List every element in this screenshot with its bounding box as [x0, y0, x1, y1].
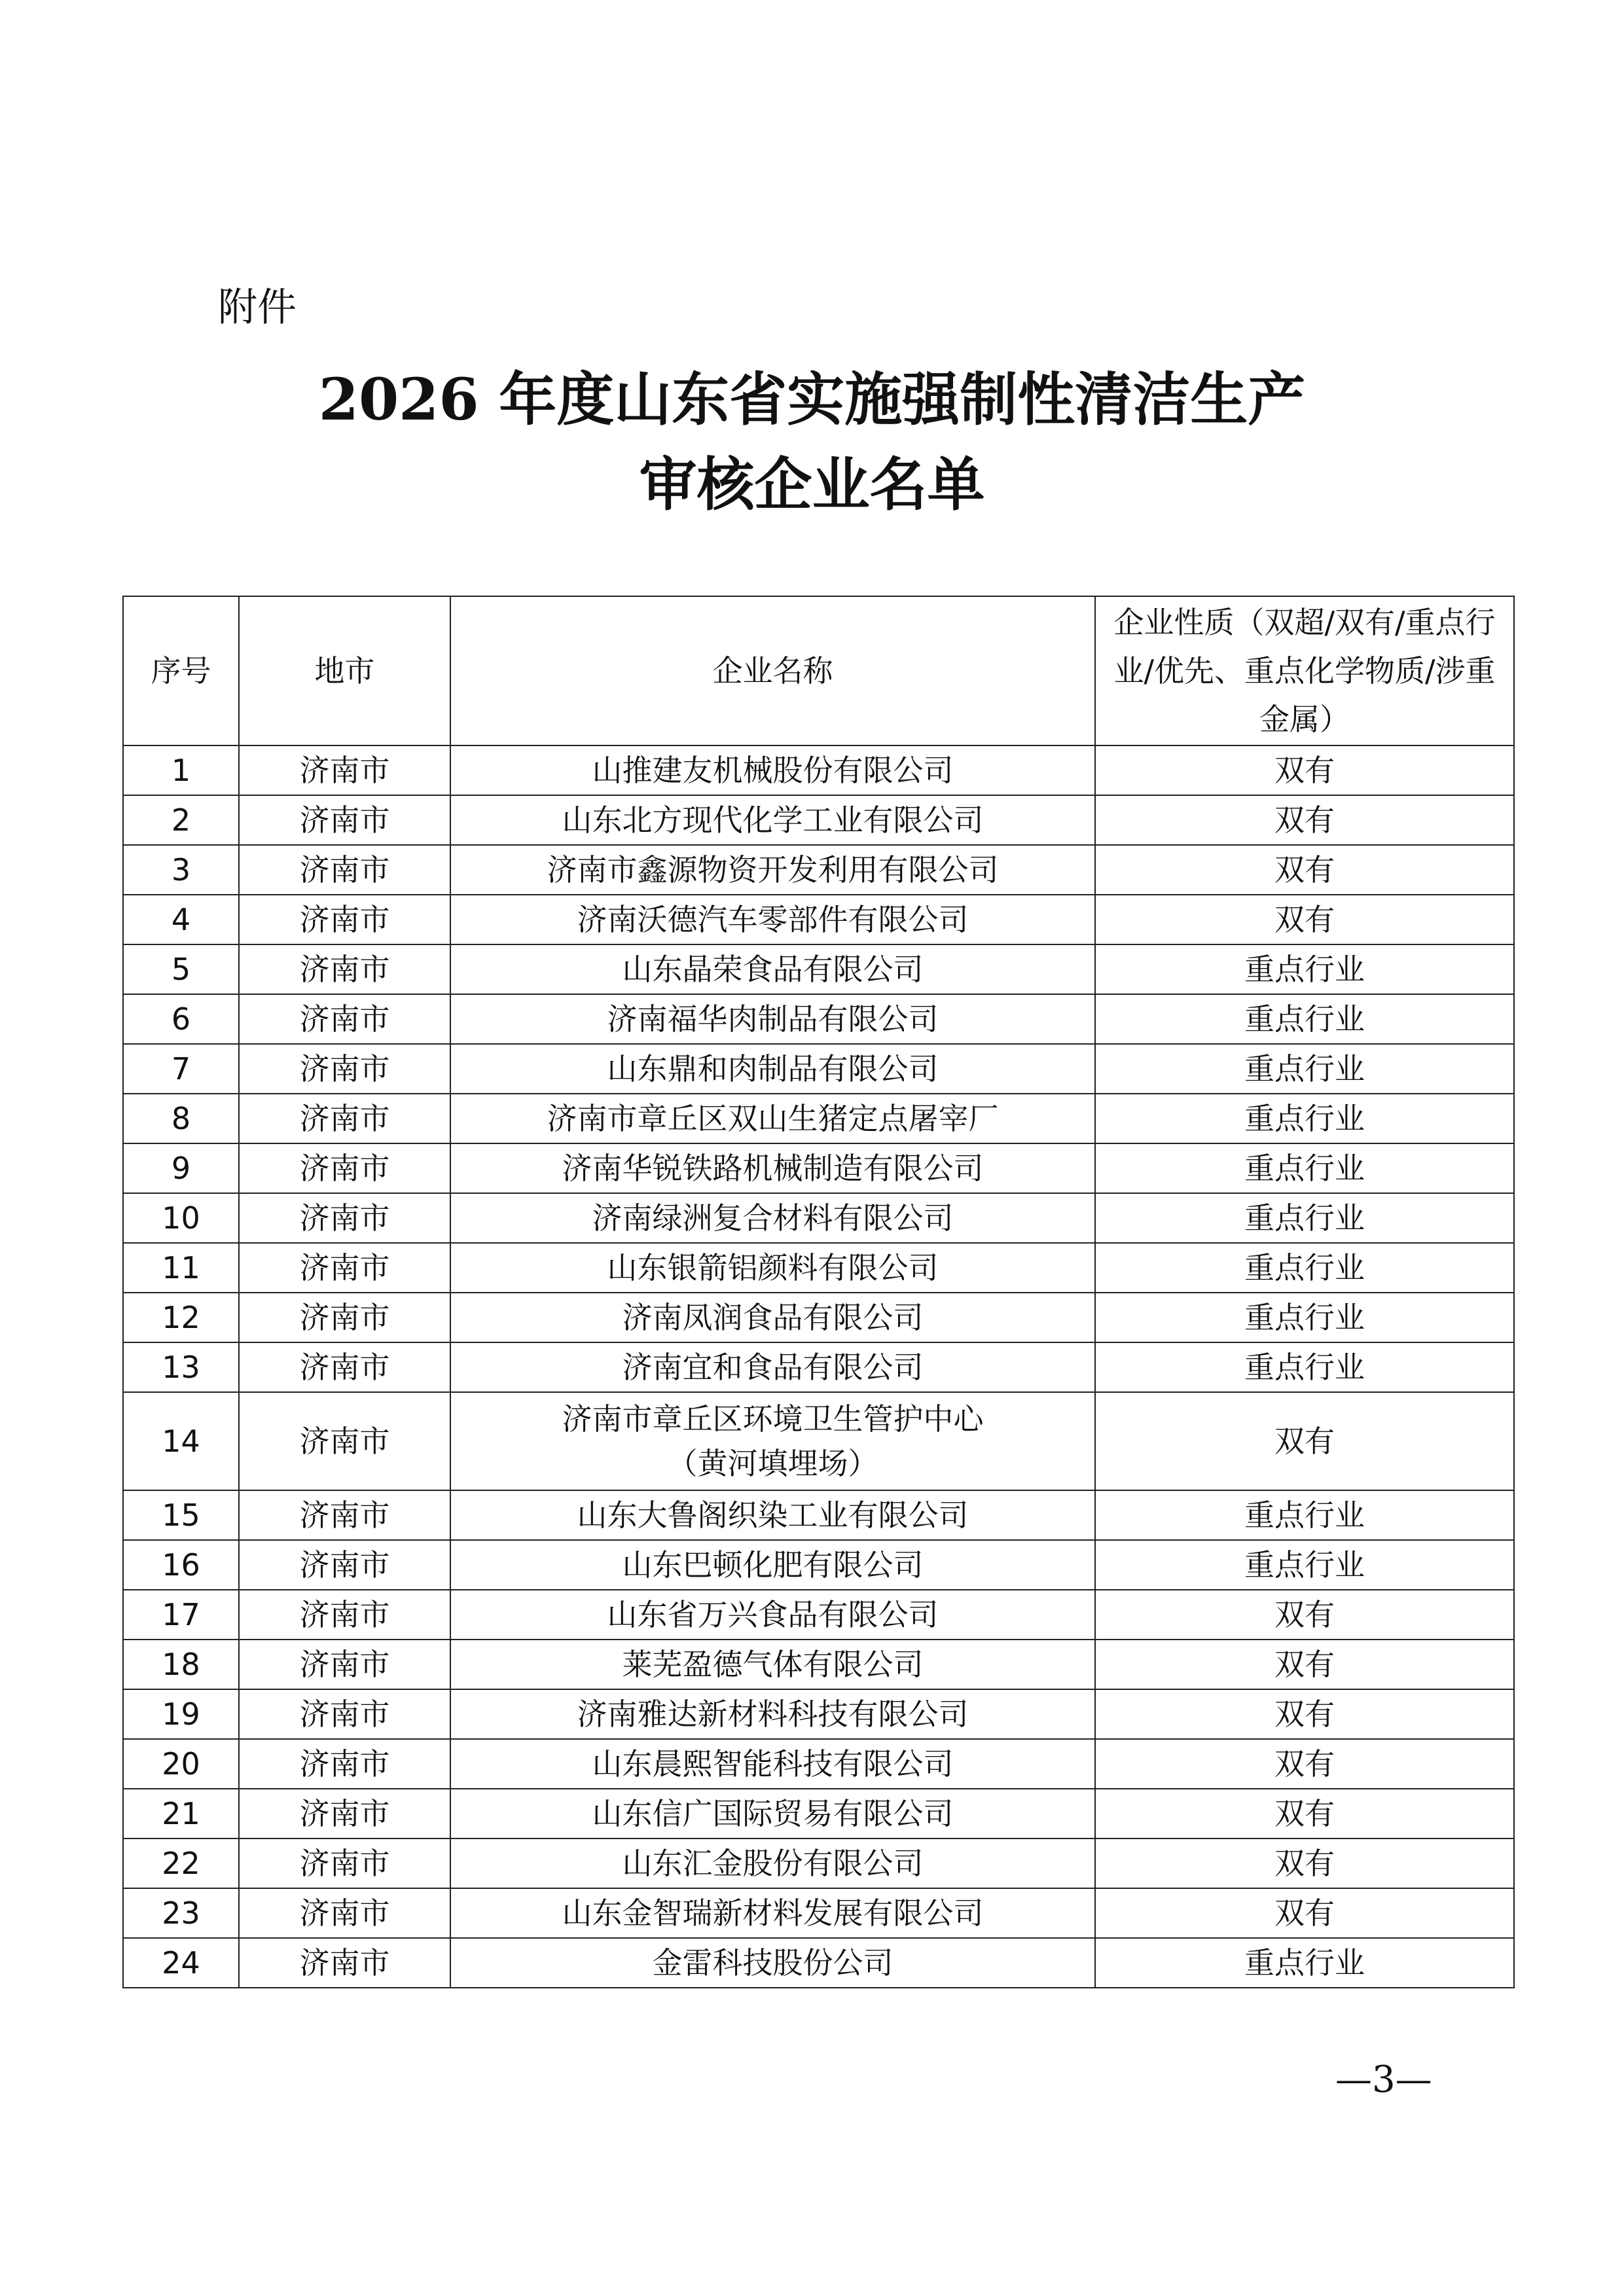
cell-company-name: 莱芜盈德气体有限公司: [450, 1640, 1095, 1689]
cell-company-name: 山东巴顿化肥有限公司: [450, 1540, 1095, 1590]
cell-company-type: 重点行业: [1095, 1293, 1514, 1342]
cell-company-name: 山东大鲁阁织染工业有限公司: [450, 1490, 1095, 1540]
cell-city: 济南市: [239, 1193, 450, 1243]
cell-city: 济南市: [239, 1143, 450, 1193]
table-row: [123, 1540, 1514, 1590]
cell-company-name: 济南市章丘区双山生猪定点屠宰厂: [450, 1094, 1095, 1143]
cell-company-type: 双有: [1095, 1392, 1514, 1490]
cell-seq: 17: [123, 1590, 239, 1640]
table-row: [123, 1342, 1514, 1392]
cell-company-name: 山东晨熙智能科技有限公司: [450, 1739, 1095, 1789]
cell-seq: 11: [123, 1243, 239, 1293]
page-number: —3—: [1335, 2058, 1432, 2101]
cell-company-type: 双有: [1095, 1789, 1514, 1839]
cell-city: 济南市: [239, 1590, 450, 1640]
cell-company-name: 济南凤润食品有限公司: [450, 1293, 1095, 1342]
header-company-type: 企业性质（双超/双有/重点行业/优先、重点化学物质/涉重金属）: [1095, 596, 1514, 745]
cell-seq: 4: [123, 895, 239, 944]
table-row: [123, 1293, 1514, 1342]
attachment-label: 附件: [218, 285, 297, 331]
enterprise-table: [122, 596, 1515, 1988]
cell-city: 济南市: [239, 1044, 450, 1094]
table-row: [123, 1243, 1514, 1293]
cell-city: 济南市: [239, 745, 450, 795]
cell-seq: 19: [123, 1689, 239, 1739]
cell-company-name: 济南宜和食品有限公司: [450, 1342, 1095, 1392]
cell-company-type: 双有: [1095, 745, 1514, 795]
cell-company-name: 济南沃德汽车零部件有限公司: [450, 895, 1095, 944]
cell-company-type: 双有: [1095, 795, 1514, 845]
cell-company-name: 山东晶荣食品有限公司: [450, 944, 1095, 994]
cell-company-name: 济南市鑫源物资开发利用有限公司: [450, 845, 1095, 895]
cell-company-type: 重点行业: [1095, 994, 1514, 1044]
cell-company-type: 重点行业: [1095, 1243, 1514, 1293]
cell-seq: 20: [123, 1739, 239, 1789]
table-body: [123, 745, 1514, 1988]
cell-company-type: 重点行业: [1095, 1938, 1514, 1988]
table-row: [123, 1490, 1514, 1540]
cell-seq: 12: [123, 1293, 239, 1342]
cell-company-type: 双有: [1095, 1590, 1514, 1640]
table-row: [123, 1590, 1514, 1640]
cell-seq: 14: [123, 1392, 239, 1490]
table-header-row: [123, 596, 1514, 745]
cell-city: 济南市: [239, 1243, 450, 1293]
cell-seq: 1: [123, 745, 239, 795]
cell-seq: 15: [123, 1490, 239, 1540]
cell-company-type: 双有: [1095, 1888, 1514, 1938]
cell-seq: 21: [123, 1789, 239, 1839]
cell-company-name: 山东省万兴食品有限公司: [450, 1590, 1095, 1640]
cell-company-name: 山东信广国际贸易有限公司: [450, 1789, 1095, 1839]
cell-seq: 8: [123, 1094, 239, 1143]
table-row: [123, 1888, 1514, 1938]
cell-company-type: 重点行业: [1095, 1490, 1514, 1540]
cell-company-name: 山东汇金股份有限公司: [450, 1839, 1095, 1888]
table-row: [123, 1640, 1514, 1689]
cell-city: 济南市: [239, 1739, 450, 1789]
cell-company-type: 双有: [1095, 1839, 1514, 1888]
header-seq: 序号: [123, 596, 239, 745]
cell-company-name: 济南绿洲复合材料有限公司: [450, 1193, 1095, 1243]
cell-company-type: 双有: [1095, 1739, 1514, 1789]
cell-seq: 22: [123, 1839, 239, 1888]
document-title-line2: 审核企业名单: [639, 450, 985, 518]
cell-city: 济南市: [239, 1640, 450, 1689]
cell-seq: 9: [123, 1143, 239, 1193]
cell-company-type: 双有: [1095, 895, 1514, 944]
cell-city: 济南市: [239, 845, 450, 895]
cell-company-name: 山推建友机械股份有限公司: [450, 745, 1095, 795]
cell-city: 济南市: [239, 1888, 450, 1938]
cell-company-type: 双有: [1095, 1689, 1514, 1739]
cell-city: 济南市: [239, 1938, 450, 1988]
document-title-line1: 2026 年度山东省实施强制性清洁生产: [318, 365, 1306, 433]
cell-seq: 7: [123, 1044, 239, 1094]
cell-city: 济南市: [239, 1490, 450, 1540]
cell-city: 济南市: [239, 1839, 450, 1888]
cell-company-name: 山东鼎和肉制品有限公司: [450, 1044, 1095, 1094]
table-row: [123, 1143, 1514, 1193]
table-row: [123, 944, 1514, 994]
cell-company-name: 济南福华肉制品有限公司: [450, 994, 1095, 1044]
cell-company-type: 重点行业: [1095, 1193, 1514, 1243]
cell-city: 济南市: [239, 1789, 450, 1839]
cell-city: 济南市: [239, 1392, 450, 1490]
table-row: [123, 1392, 1514, 1490]
cell-company-type: 重点行业: [1095, 1540, 1514, 1590]
table-row: [123, 1044, 1514, 1094]
cell-company-type: 重点行业: [1095, 944, 1514, 994]
cell-seq: 23: [123, 1888, 239, 1938]
cell-city: 济南市: [239, 795, 450, 845]
table-row: [123, 845, 1514, 895]
cell-company-type: 双有: [1095, 1640, 1514, 1689]
cell-seq: 5: [123, 944, 239, 994]
cell-seq: 24: [123, 1938, 239, 1988]
cell-city: 济南市: [239, 895, 450, 944]
cell-city: 济南市: [239, 1293, 450, 1342]
cell-city: 济南市: [239, 1342, 450, 1392]
cell-city: 济南市: [239, 994, 450, 1044]
cell-seq: 16: [123, 1540, 239, 1590]
cell-company-name: 济南华锐铁路机械制造有限公司: [450, 1143, 1095, 1193]
table-row: [123, 994, 1514, 1044]
table-row: [123, 1938, 1514, 1988]
cell-company-name: 山东北方现代化学工业有限公司: [450, 795, 1095, 845]
cell-city: 济南市: [239, 944, 450, 994]
table-row: [123, 1789, 1514, 1839]
cell-company-type: 重点行业: [1095, 1044, 1514, 1094]
cell-company-type: 重点行业: [1095, 1143, 1514, 1193]
table-row: [123, 1193, 1514, 1243]
cell-seq: 2: [123, 795, 239, 845]
table-row: [123, 745, 1514, 795]
cell-city: 济南市: [239, 1689, 450, 1739]
cell-company-name: 山东银箭铝颜料有限公司: [450, 1243, 1095, 1293]
cell-company-name: 山东金智瑞新材料发展有限公司: [450, 1888, 1095, 1938]
table-row: [123, 1689, 1514, 1739]
cell-seq: 13: [123, 1342, 239, 1392]
cell-company-name: 济南市章丘区环境卫生管护中心 （黄河填埋场）: [450, 1392, 1095, 1490]
header-company-name: 企业名称: [450, 596, 1095, 745]
header-city: 地市: [239, 596, 450, 745]
table-row: [123, 1739, 1514, 1789]
cell-seq: 6: [123, 994, 239, 1044]
table-row: [123, 1094, 1514, 1143]
cell-company-name: 济南雅达新材料科技有限公司: [450, 1689, 1095, 1739]
cell-seq: 18: [123, 1640, 239, 1689]
cell-company-name: 金雷科技股份公司: [450, 1938, 1095, 1988]
cell-city: 济南市: [239, 1094, 450, 1143]
cell-company-type: 重点行业: [1095, 1094, 1514, 1143]
table-row: [123, 1839, 1514, 1888]
cell-company-type: 双有: [1095, 845, 1514, 895]
table-row: [123, 895, 1514, 944]
cell-city: 济南市: [239, 1540, 450, 1590]
cell-seq: 3: [123, 845, 239, 895]
cell-company-type: 重点行业: [1095, 1342, 1514, 1392]
cell-seq: 10: [123, 1193, 239, 1243]
table-row: [123, 795, 1514, 845]
